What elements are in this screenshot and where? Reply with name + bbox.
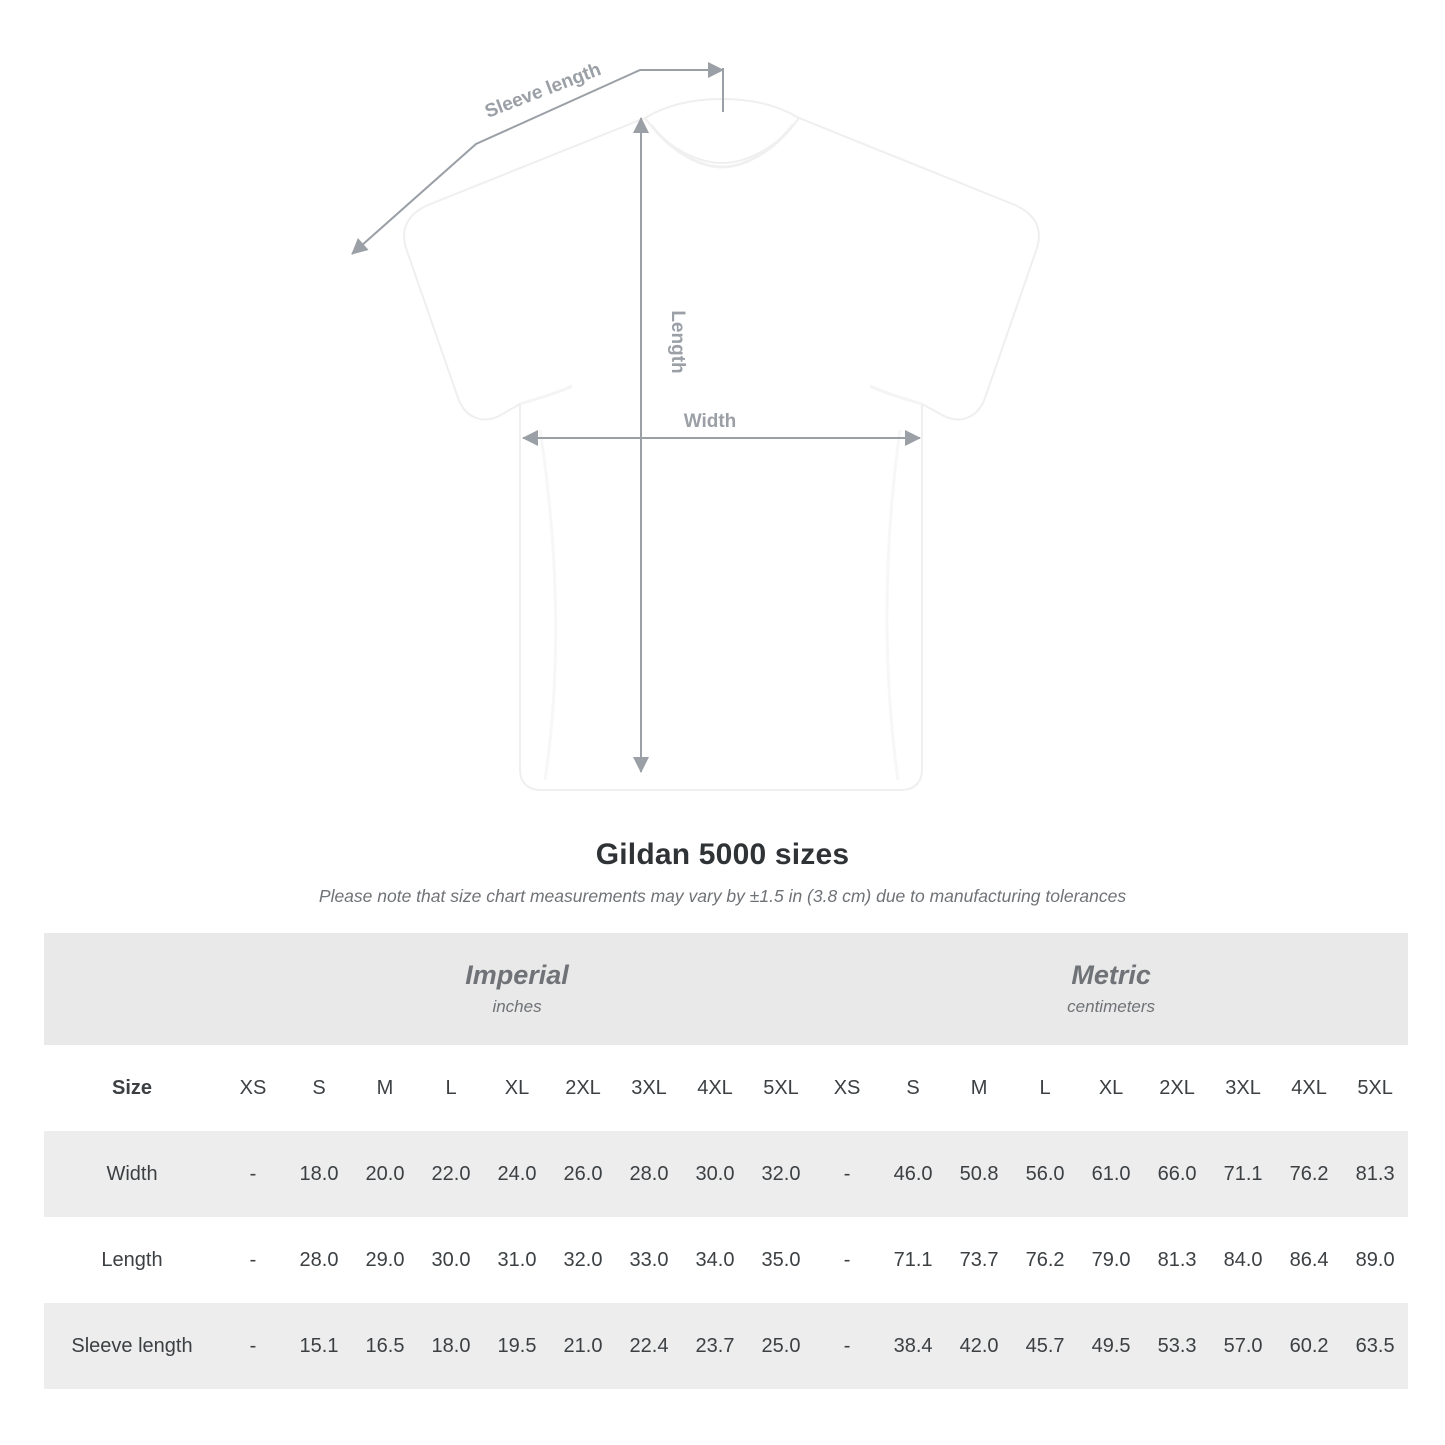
cell-sleeve-metric-xl: 49.5 — [1078, 1303, 1144, 1389]
size-header-metric-5xl: 5XL — [1342, 1045, 1408, 1131]
cell-length-imperial-m: 29.0 — [352, 1217, 418, 1303]
size-header-metric-l: L — [1012, 1045, 1078, 1131]
cell-width-imperial-5xl: 32.0 — [748, 1131, 814, 1217]
cell-sleeve-imperial-5xl: 25.0 — [748, 1303, 814, 1389]
tshirt-shape — [404, 99, 1039, 790]
cell-width-imperial-s: 18.0 — [286, 1131, 352, 1217]
cell-sleeve-metric-xs: - — [814, 1303, 880, 1389]
page-title: Gildan 5000 sizes — [595, 838, 850, 871]
cell-sleeve-imperial-s: 15.1 — [286, 1303, 352, 1389]
table-row — [44, 1217, 1408, 1303]
sleeve-length-label: Sleeve length — [482, 59, 604, 123]
cell-length-imperial-xs: - — [220, 1217, 286, 1303]
cell-sleeve-metric-l: 45.7 — [1012, 1303, 1078, 1389]
size-header-metric-3xl: 3XL — [1210, 1045, 1276, 1131]
cell-length-metric-xs: - — [814, 1217, 880, 1303]
cell-width-imperial-xs: - — [220, 1131, 286, 1217]
unit-group-metric — [814, 933, 1408, 1045]
size-header-imperial-2xl: 2XL — [550, 1045, 616, 1131]
size-header-metric-xs: XS — [814, 1045, 880, 1131]
cell-width-imperial-3xl: 28.0 — [616, 1131, 682, 1217]
cell-sleeve-imperial-4xl: 23.7 — [682, 1303, 748, 1389]
size-header-imperial-xl: XL — [484, 1045, 550, 1131]
size-header-metric-4xl: 4XL — [1276, 1045, 1342, 1131]
cell-sleeve-metric-5xl: 63.5 — [1342, 1303, 1408, 1389]
cell-length-imperial-5xl: 35.0 — [748, 1217, 814, 1303]
cell-sleeve-metric-m: 42.0 — [946, 1303, 1012, 1389]
cell-length-metric-l: 76.2 — [1012, 1217, 1078, 1303]
cell-sleeve-metric-4xl: 60.2 — [1276, 1303, 1342, 1389]
cell-length-imperial-l: 30.0 — [418, 1217, 484, 1303]
cell-sleeve-metric-s: 38.4 — [880, 1303, 946, 1389]
cell-width-imperial-xl: 24.0 — [484, 1131, 550, 1217]
cell-width-metric-s: 46.0 — [880, 1131, 946, 1217]
size-header-metric-s: S — [880, 1045, 946, 1131]
cell-width-imperial-l: 22.0 — [418, 1131, 484, 1217]
cell-sleeve-imperial-xl: 19.5 — [484, 1303, 550, 1389]
length-label: Length — [667, 310, 688, 374]
cell-sleeve-imperial-xs: - — [220, 1303, 286, 1389]
size-header-imperial-s: S — [286, 1045, 352, 1131]
cell-length-imperial-s: 28.0 — [286, 1217, 352, 1303]
cell-width-metric-4xl: 76.2 — [1276, 1131, 1342, 1217]
cell-width-metric-xl: 61.0 — [1078, 1131, 1144, 1217]
cell-width-metric-xs: - — [814, 1131, 880, 1217]
unit-header-row — [44, 933, 1408, 1045]
cell-length-imperial-3xl: 33.0 — [616, 1217, 682, 1303]
size-header-imperial-3xl: 3XL — [616, 1045, 682, 1131]
unit-group-imperial — [220, 933, 814, 1045]
cell-length-imperial-2xl: 32.0 — [550, 1217, 616, 1303]
row-label-sleeve-length: Sleeve length — [44, 1303, 220, 1389]
size-header-imperial-4xl: 4XL — [682, 1045, 748, 1131]
size-header-imperial-l: L — [418, 1045, 484, 1131]
cell-length-metric-s: 71.1 — [880, 1217, 946, 1303]
unit-group-metric-sub: centimeters — [1067, 997, 1156, 1017]
unit-group-imperial-sub: inches — [492, 997, 542, 1017]
row-label-width: Width — [44, 1131, 220, 1217]
size-header-imperial-xs: XS — [220, 1045, 286, 1131]
cell-width-metric-5xl: 81.3 — [1342, 1131, 1408, 1217]
size-header-metric-2xl: 2XL — [1144, 1045, 1210, 1131]
size-header-imperial-m: M — [352, 1045, 418, 1131]
table-row — [44, 1131, 1408, 1217]
table-row — [44, 1303, 1408, 1389]
title-block — [0, 838, 1445, 907]
size-header-metric-m: M — [946, 1045, 1012, 1131]
width-label: Width — [683, 411, 737, 432]
cell-width-metric-3xl: 71.1 — [1210, 1131, 1276, 1217]
size-header-imperial-5xl: 5XL — [748, 1045, 814, 1131]
cell-length-metric-xl: 79.0 — [1078, 1217, 1144, 1303]
cell-length-metric-2xl: 81.3 — [1144, 1217, 1210, 1303]
cell-width-imperial-2xl: 26.0 — [550, 1131, 616, 1217]
cell-length-imperial-4xl: 34.0 — [682, 1217, 748, 1303]
size-header-metric-xl: XL — [1078, 1045, 1144, 1131]
cell-length-metric-m: 73.7 — [946, 1217, 1012, 1303]
cell-sleeve-metric-2xl: 53.3 — [1144, 1303, 1210, 1389]
cell-width-metric-m: 50.8 — [946, 1131, 1012, 1217]
size-table — [44, 933, 1408, 1389]
cell-width-metric-2xl: 66.0 — [1144, 1131, 1210, 1217]
unit-spacer — [44, 933, 220, 1045]
cell-sleeve-imperial-m: 16.5 — [352, 1303, 418, 1389]
unit-group-imperial-name: Imperial — [465, 959, 569, 990]
size-table-wrap — [44, 933, 1401, 1389]
cell-sleeve-imperial-3xl: 22.4 — [616, 1303, 682, 1389]
tolerance-note: Please note that size chart measurements may vary by ±1.5 in (3.8 cm) due to manufacturing tolerances — [318, 886, 1127, 906]
cell-length-metric-4xl: 86.4 — [1276, 1217, 1342, 1303]
cell-sleeve-metric-3xl: 57.0 — [1210, 1303, 1276, 1389]
size-header-row — [44, 1045, 1408, 1131]
row-label-length: Length — [44, 1217, 220, 1303]
cell-width-imperial-4xl: 30.0 — [682, 1131, 748, 1217]
cell-width-imperial-m: 20.0 — [352, 1131, 418, 1217]
cell-sleeve-imperial-l: 18.0 — [418, 1303, 484, 1389]
unit-group-metric-name: Metric — [1071, 959, 1151, 990]
row-header-size: Size — [44, 1045, 220, 1131]
cell-width-metric-l: 56.0 — [1012, 1131, 1078, 1217]
cell-length-imperial-xl: 31.0 — [484, 1217, 550, 1303]
cell-length-metric-5xl: 89.0 — [1342, 1217, 1408, 1303]
cell-sleeve-imperial-2xl: 21.0 — [550, 1303, 616, 1389]
cell-length-metric-3xl: 84.0 — [1210, 1217, 1276, 1303]
